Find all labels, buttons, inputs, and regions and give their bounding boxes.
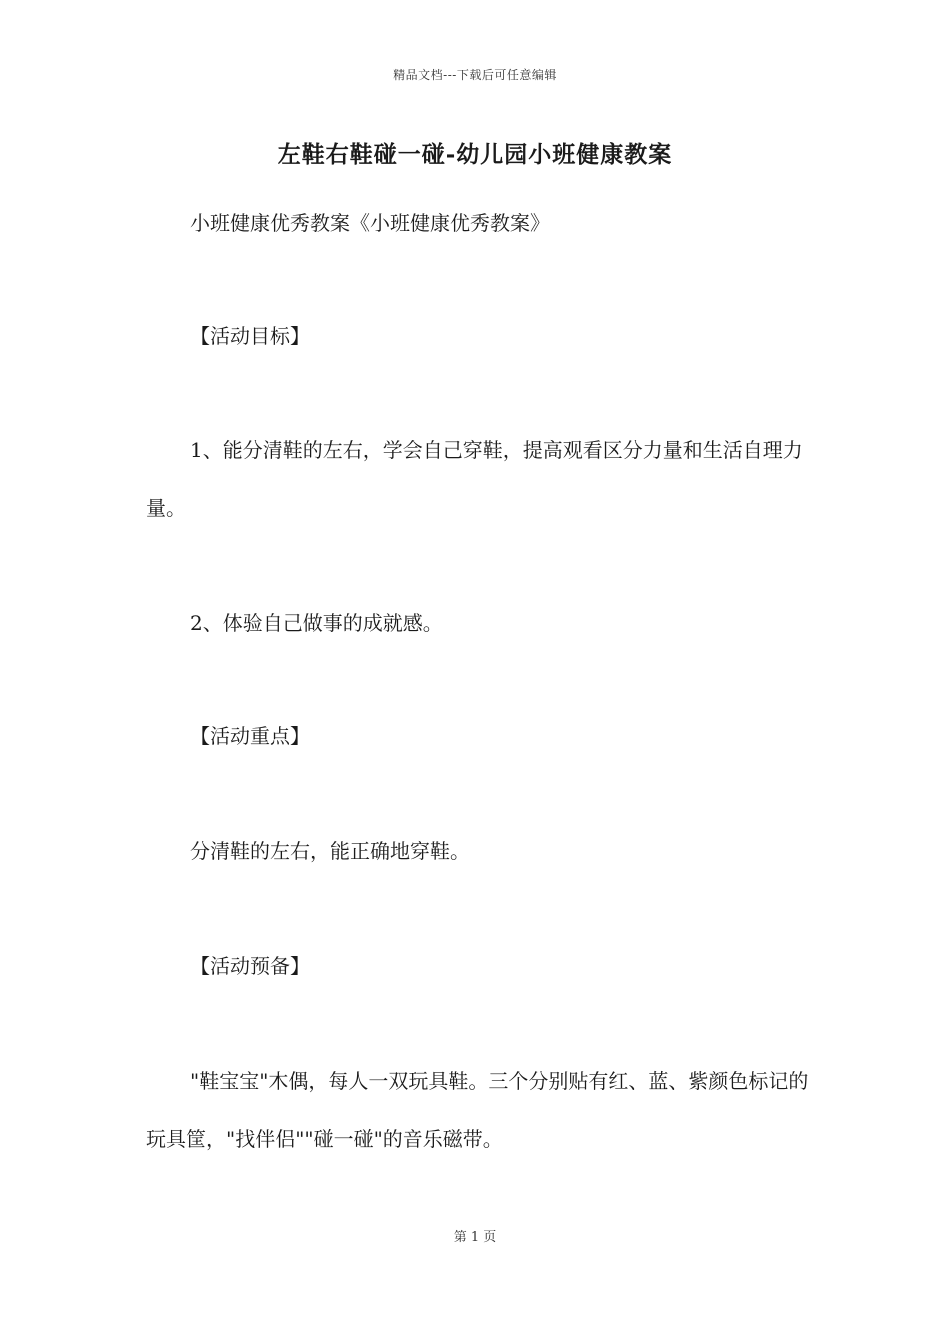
goal-item-2: 2、体验自己做事的成就感。 xyxy=(190,611,443,635)
goal-item-1: 1、能分清鞋的左右，学会自己穿鞋，提高观看区分力量和生活自理力量。 xyxy=(146,438,803,520)
section-heading-preparation: 【活动预备】 xyxy=(190,954,310,978)
subtitle-paragraph: 小班健康优秀教案《小班健康优秀教案》 xyxy=(190,211,550,235)
focus-paragraph: 分清鞋的左右，能正确地穿鞋。 xyxy=(190,839,470,863)
section-heading-goals: 【活动目标】 xyxy=(190,324,310,348)
header-note: 精品文档---下载后可任意编辑 xyxy=(393,68,557,82)
page-number: 第 1 页 xyxy=(453,1230,497,1245)
document-title: 左鞋右鞋碰一碰-幼儿园小班健康教案 xyxy=(277,141,673,168)
preparation-paragraph: "鞋宝宝"木偶，每人一双玩具鞋。三个分别贴有红、蓝、紫颜色标记的玩具筐，"找伴侣""碰一碰"的音乐磁带。 xyxy=(146,1069,809,1151)
section-heading-focus: 【活动重点】 xyxy=(190,724,310,748)
